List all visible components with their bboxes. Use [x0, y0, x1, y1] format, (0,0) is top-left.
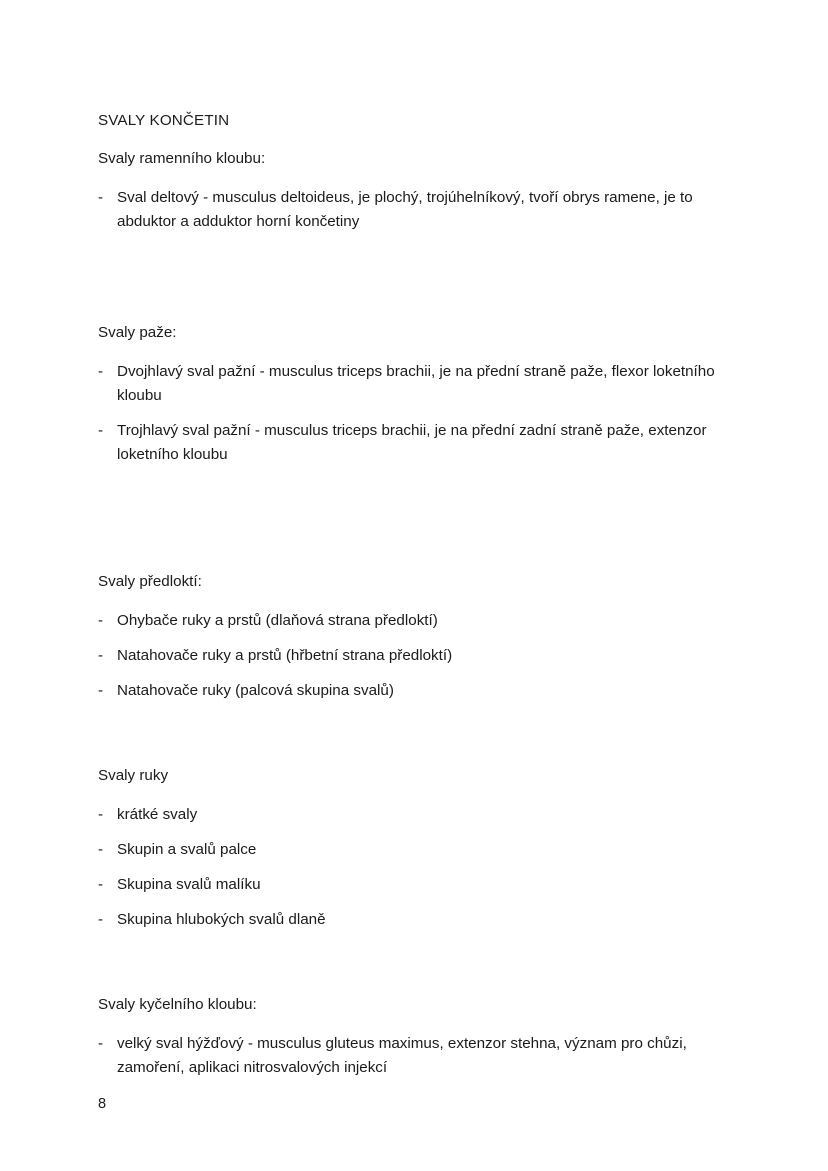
bullet-dash-icon: - — [98, 422, 104, 439]
page-title: SVALY KONČETIN — [98, 112, 230, 129]
spacer — [98, 234, 722, 322]
list-item — [98, 360, 722, 408]
spacer — [98, 132, 722, 148]
list-item-text: Skupin a svalů palce — [117, 841, 257, 858]
list-item — [98, 419, 722, 467]
list-item-text: Trojhlavý sval pažní - musculus triceps brachii, je na přední zadní straně paže, extenzor loketního kloubu — [117, 422, 707, 463]
list-item-text: krátké svaly — [117, 806, 198, 823]
page-number: 8 — [98, 1096, 107, 1112]
bullet-list — [98, 186, 722, 234]
section-forearm-muscles — [98, 571, 722, 703]
section-heading: Svaly ramenního kloubu: — [98, 150, 266, 167]
list-item-text: Skupina hlubokých svalů dlaně — [117, 911, 326, 928]
bullet-dash-icon: - — [98, 841, 104, 858]
list-item-text: Sval deltový - musculus deltoideus, je plochý, trojúhelníkový, tvoří obrys ramene, je to abduktor a adduktor horní končetiny — [117, 189, 693, 230]
list-item-text: Dvojhlavý sval pažní - musculus triceps brachii, je na přední straně paže, flexor loketního kloubu — [117, 363, 715, 404]
spacer — [98, 170, 722, 186]
bullet-dash-icon: - — [98, 363, 104, 380]
list-item — [98, 186, 722, 234]
list-item — [98, 1032, 722, 1080]
bullet-dash-icon: - — [98, 189, 104, 206]
bullet-dash-icon: - — [98, 806, 104, 823]
spacer — [98, 555, 722, 571]
list-item — [98, 803, 722, 827]
list-item-text: Skupina svalů malíku — [117, 876, 261, 893]
spacer — [98, 593, 722, 609]
section-hip-muscles — [98, 994, 722, 1080]
bullet-list — [98, 360, 722, 467]
section-heading: Svaly paže: — [98, 324, 177, 341]
spacer — [98, 703, 722, 765]
list-item — [98, 908, 722, 932]
list-item-text: Natahovače ruky (palcová skupina svalů) — [117, 682, 394, 699]
list-item-text: Natahovače ruky a prstů (hřbetní strana předloktí) — [117, 647, 453, 664]
section-arm-muscles — [98, 322, 722, 467]
spacer — [98, 932, 722, 994]
list-item — [98, 838, 722, 862]
section-heading: Svaly předloktí: — [98, 573, 202, 590]
spacer — [98, 467, 722, 555]
bullet-list — [98, 609, 722, 703]
list-item-text: velký sval hýžďový - musculus gluteus maximus, extenzor stehna, význam pro chůzi, zamoření, aplikaci nitrosvalových injekcí — [117, 1035, 687, 1076]
section-hand-muscles — [98, 765, 722, 932]
bullet-dash-icon: - — [98, 911, 104, 928]
bullet-dash-icon: - — [98, 612, 104, 629]
list-item — [98, 873, 722, 897]
bullet-list — [98, 803, 722, 932]
section-shoulder-muscles — [98, 148, 722, 234]
bullet-dash-icon: - — [98, 1035, 104, 1052]
bullet-list — [98, 1032, 722, 1080]
spacer — [98, 344, 722, 360]
section-heading: Svaly ruky — [98, 767, 169, 784]
spacer — [98, 1016, 722, 1032]
bullet-dash-icon: - — [98, 876, 104, 893]
bullet-dash-icon: - — [98, 682, 104, 699]
list-item — [98, 609, 722, 633]
section-heading: Svaly kyčelního kloubu: — [98, 996, 257, 1013]
list-item — [98, 644, 722, 668]
list-item — [98, 679, 722, 703]
list-item-text: Ohybače ruky a prstů (dlaňová strana předloktí) — [117, 612, 438, 629]
document-body — [98, 110, 722, 1080]
spacer — [98, 787, 722, 803]
bullet-dash-icon: - — [98, 647, 104, 664]
